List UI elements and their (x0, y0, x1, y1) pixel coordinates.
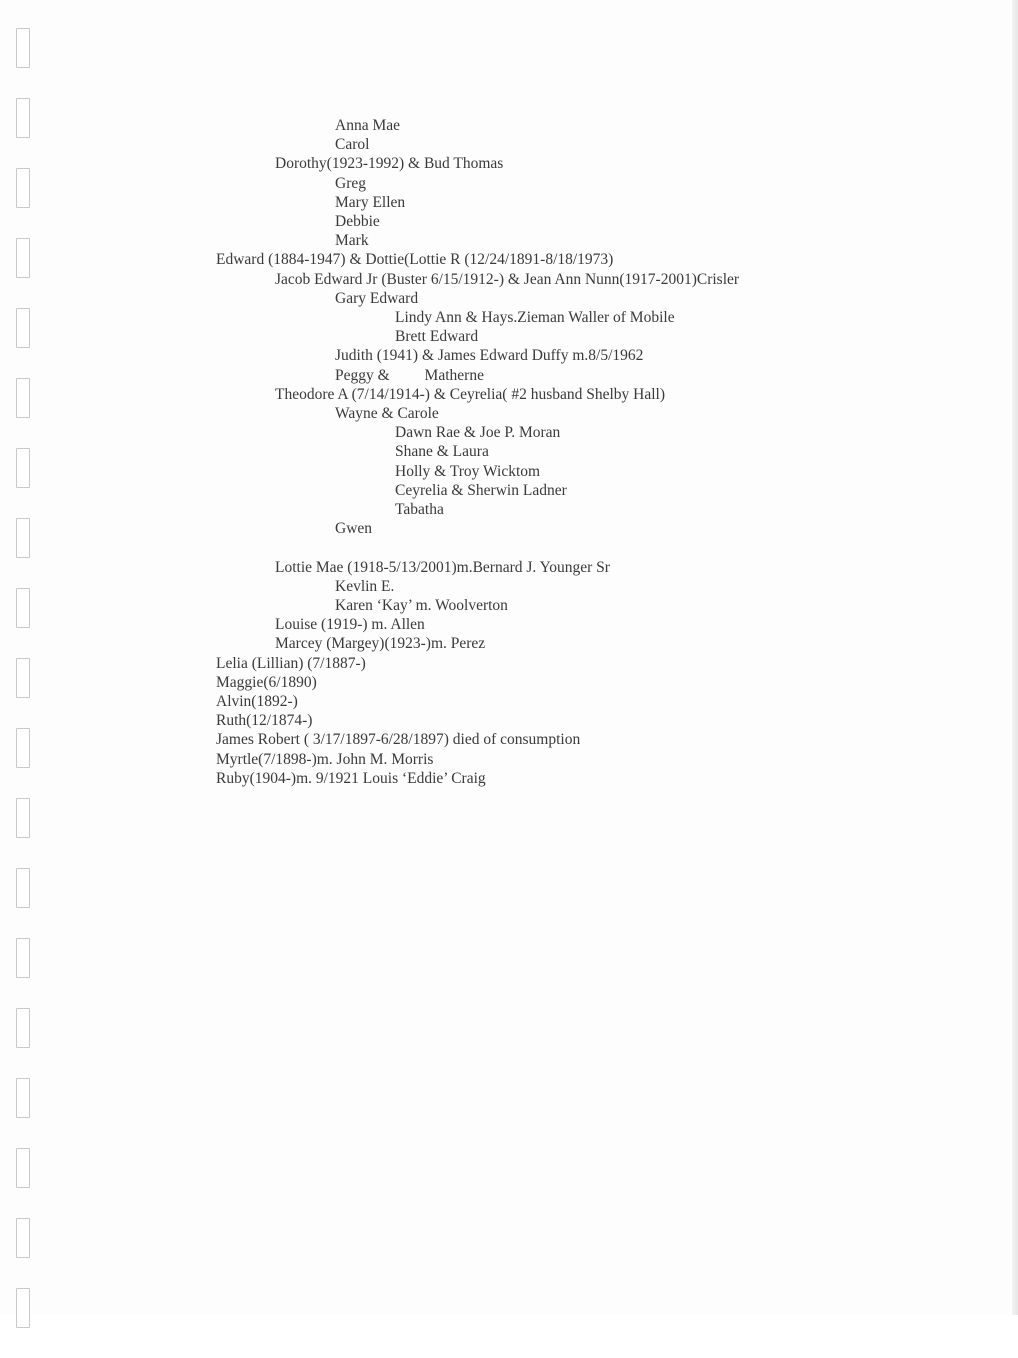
text-line: Debbie (335, 213, 380, 230)
text-line: Lelia (Lillian) (7/1887-) (216, 654, 366, 672)
text-line: Louise (1919-) m. Allen (275, 616, 425, 634)
text-line: Tabatha (395, 501, 444, 518)
binder-hole (16, 868, 30, 908)
text-line: Shane & Laura (395, 443, 489, 461)
text-line: Gary Edward (335, 289, 419, 307)
text-line: Ceyrelia & Sherwin Ladner (395, 481, 567, 499)
binder-hole (16, 518, 30, 558)
text-line: Dawn Rae & Joe P. Moran (395, 424, 561, 442)
binder-hole (16, 1078, 30, 1118)
binder-hole (16, 1288, 30, 1328)
binder-hole (16, 728, 30, 768)
text-line: Lottie Mae (1918-5/13/2001)m.Bernard J. Younger Sr (275, 558, 610, 576)
text-line: Myrtle(7/1898-)m. John M. Morris (216, 750, 434, 768)
text-line: Wayne & Carole (335, 405, 439, 422)
binder-hole (16, 798, 30, 838)
binder-hole (16, 588, 30, 628)
text-line: Carol (335, 136, 370, 154)
text-line: Lindy Ann & Hays.Zieman Waller of Mobile (395, 309, 675, 326)
binder-hole (16, 448, 30, 488)
text-line: Gwen (335, 520, 373, 538)
text-line: Holly & Troy Wicktom (395, 462, 541, 480)
binder-hole (16, 378, 30, 418)
text-line: Mark (335, 232, 369, 250)
text-line: James Robert ( 3/17/1897-6/28/1897) died of consumption (216, 731, 581, 749)
binder-holes (16, 28, 36, 1358)
text-line: Ruby(1904-)m. 9/1921 Louis ‘Eddie’ Craig (216, 769, 486, 787)
text-line: Dorothy(1923-1992) & Bud Thomas (275, 155, 504, 173)
binder-hole (16, 1148, 30, 1188)
text-line: Edward (1884-1947) & Dottie(Lottie R (12/24/1891-8/18/1973) (216, 251, 614, 269)
text-line: Greg (335, 174, 366, 192)
binder-hole (16, 238, 30, 278)
text-line: Karen ‘Kay’ m. Woolverton (335, 597, 508, 614)
binder-hole (16, 1008, 30, 1048)
text-line: Kevlin E. (335, 577, 395, 595)
binder-hole (16, 658, 30, 698)
text-line: Brett Edward (395, 328, 479, 346)
text-line: Marcey (Margey)(1923-)m. Perez (275, 635, 486, 653)
text-line: Mary Ellen (335, 193, 406, 211)
text-line: Jacob Edward Jr (Buster 6/15/1912-) & Jean Ann Nunn(1917-2001)Crisler (275, 270, 740, 288)
text-line: Anna Mae (335, 117, 400, 134)
text-line: Ruth(12/1874-) (216, 712, 313, 730)
text-line: Alvin(1892-) (216, 693, 298, 710)
text-line: Judith (1941) & James Edward Duffy m.8/5/1962 (335, 347, 644, 365)
binder-hole (16, 168, 30, 208)
text-line: Peggy & Matherne (335, 366, 484, 384)
binder-hole (16, 938, 30, 978)
binder-hole (16, 28, 30, 68)
binder-hole (16, 1218, 30, 1258)
page-edge (1012, 0, 1018, 1315)
text-line: Theodore A (7/14/1914-) & Ceyrelia( #2 husband Shelby Hall) (275, 385, 666, 403)
text-line: Maggie(6/1890) (216, 673, 317, 691)
binder-hole (16, 308, 30, 348)
binder-hole (16, 98, 30, 138)
